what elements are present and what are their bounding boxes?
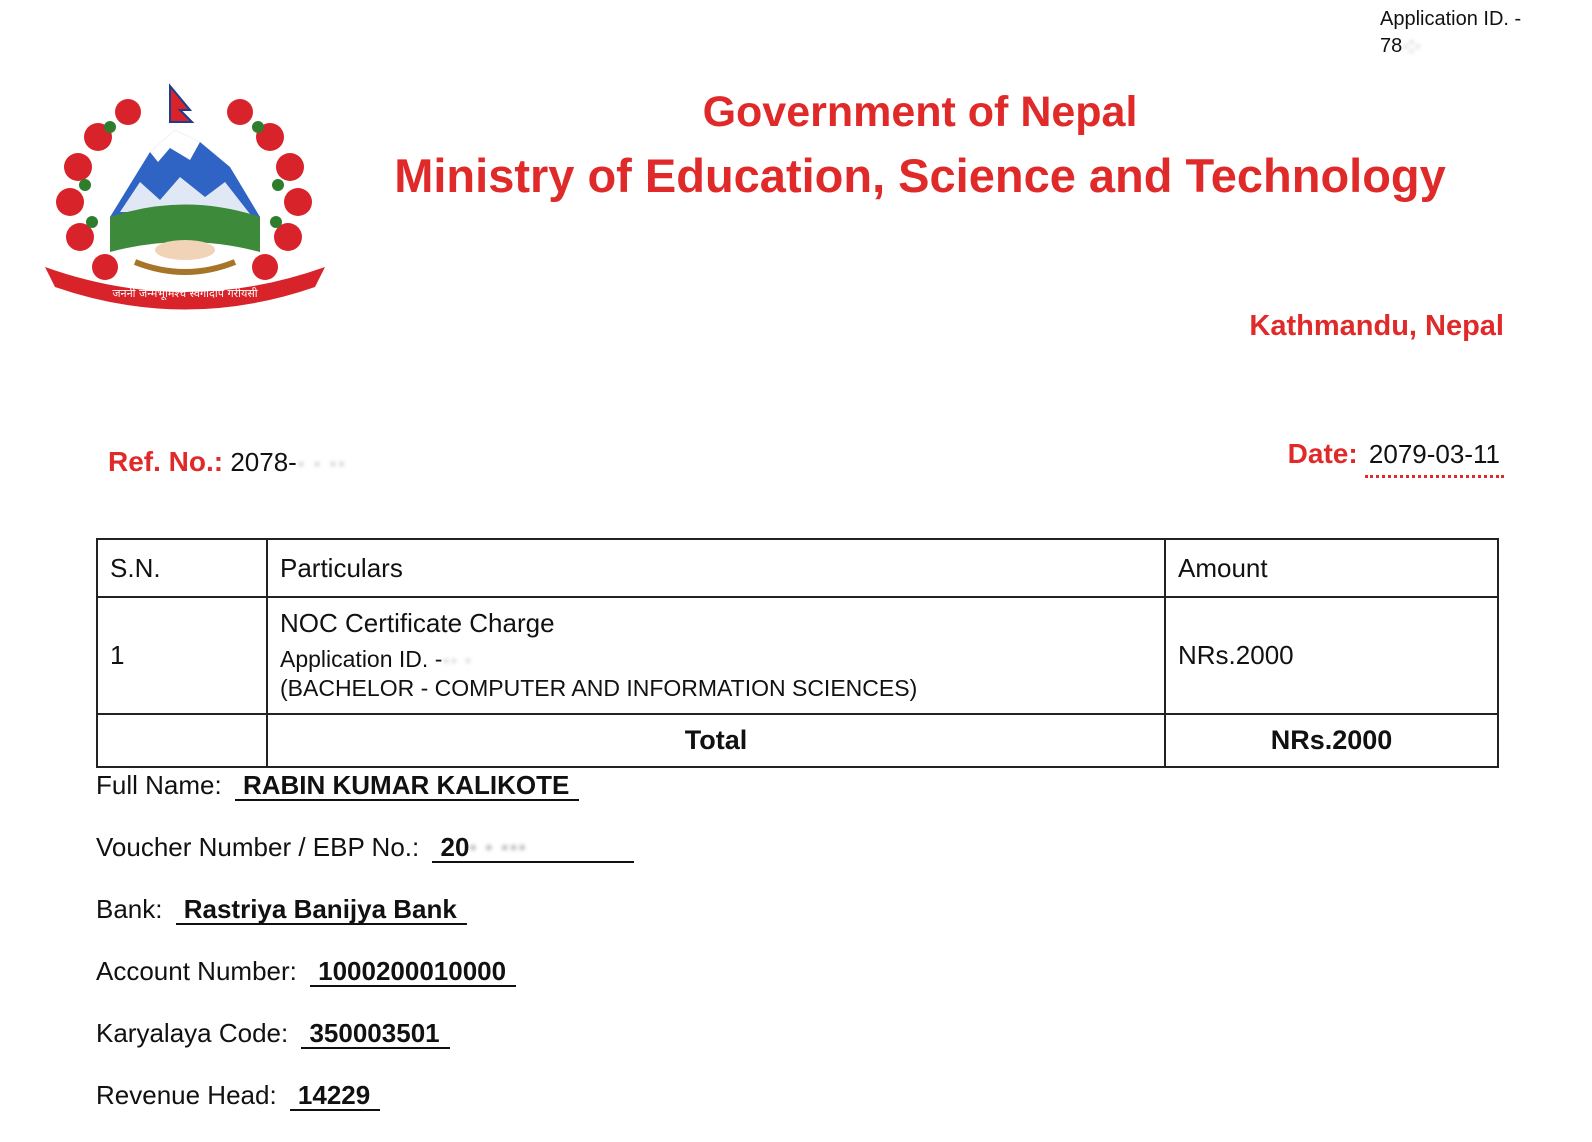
account-label: Account Number: [96, 956, 297, 986]
field-voucher [96, 832, 634, 863]
total-row [97, 714, 1498, 767]
fees-table [96, 538, 1499, 768]
application-id-value: 78 [1380, 35, 1403, 57]
date-label: Date: [1287, 438, 1358, 469]
total-empty [97, 714, 267, 767]
full-name-label: Full Name: [96, 770, 222, 800]
karyalaya-label: Karyalaya Code: [96, 1018, 289, 1048]
revenue-value: 14229 [290, 1081, 380, 1111]
account-value: 1000200010000 [310, 957, 516, 987]
emblem-motto: जननी जन्मभूमिश्च स्वर्गादपि गरीयसी [112, 287, 258, 300]
voucher-value-wrap [432, 833, 634, 863]
redacted-mark: · · ·· [296, 447, 346, 477]
field-full-name [96, 770, 579, 801]
cell-particulars [267, 597, 1165, 714]
cell-amount: NRs.2000 [1165, 597, 1498, 714]
application-id-label: Application ID. - [1380, 8, 1522, 30]
ministry-title: Ministry of Education, Science and Technology [394, 149, 1446, 202]
header-sn: S.N. [97, 539, 267, 597]
ref-label: Ref. No.: [108, 446, 224, 477]
total-label: Total [267, 714, 1165, 767]
date [1288, 438, 1504, 480]
particular-title: NOC Certificate Charge [280, 608, 555, 638]
table-header-row [97, 539, 1498, 597]
bank-value: Rastriya Banijya Bank [176, 895, 467, 925]
date-value: 2079-03-11 [1365, 439, 1504, 480]
redacted-mark: · · ··· [469, 832, 528, 862]
particular-program: (BACHELOR - COMPUTER AND INFORMATION SCIENCES) [280, 675, 918, 701]
ref-value: 2078- [230, 447, 297, 477]
redacted-mark: ·· · [442, 646, 472, 672]
gov-title: Government of Nepal [702, 88, 1138, 136]
field-revenue [96, 1080, 380, 1111]
karyalaya-value: 350003501 [301, 1019, 449, 1049]
revenue-label: Revenue Head: [96, 1080, 277, 1110]
bank-label: Bank: [96, 894, 163, 924]
field-karyalaya [96, 1018, 450, 1049]
voucher-label: Voucher Number / EBP No.: [96, 832, 420, 862]
cell-sn: 1 [97, 597, 267, 714]
particular-app-id: Application ID. - [280, 646, 443, 672]
voucher-value: 20 [440, 832, 470, 862]
table-row [97, 597, 1498, 714]
header-particulars: Particulars [267, 539, 1165, 597]
ref-number [108, 446, 346, 478]
header-amount: Amount [1165, 539, 1498, 597]
field-account [96, 956, 516, 987]
full-name-value: RABIN KUMAR KALIKOTE [235, 771, 579, 801]
location: Kathmandu, Nepal [1249, 310, 1504, 342]
total-amount: NRs.2000 [1165, 714, 1498, 767]
application-id-header [1380, 6, 1521, 60]
redacted-mark: ·:· [1402, 35, 1422, 57]
field-bank [96, 894, 467, 925]
